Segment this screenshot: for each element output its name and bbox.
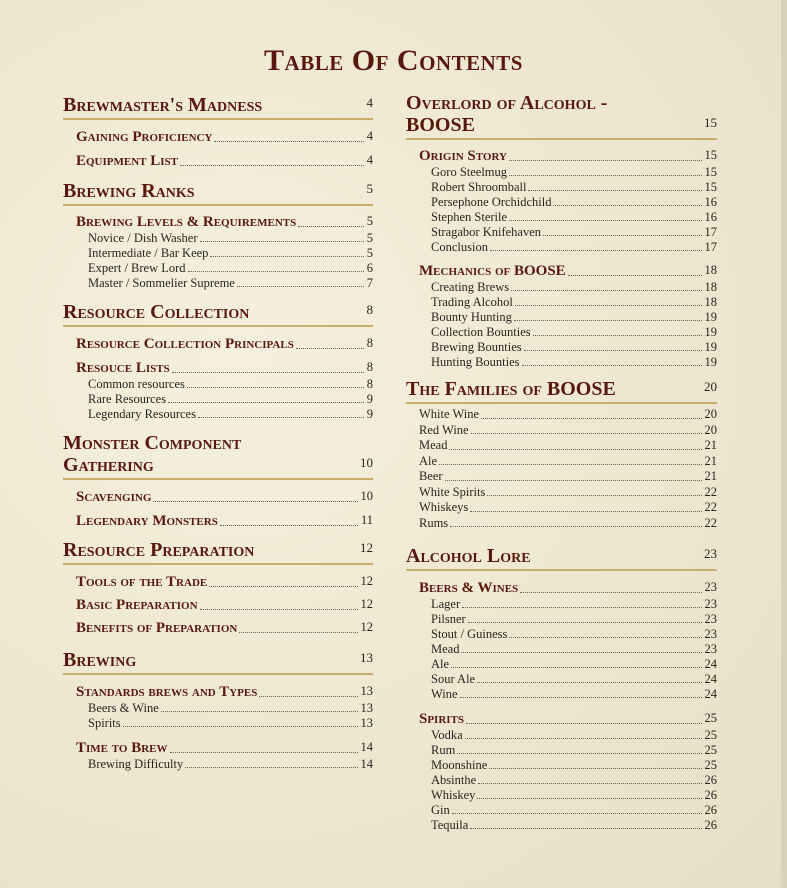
entry-title: Sour Ale	[431, 672, 476, 686]
entry-title: Brewing Levels & Requirements	[76, 214, 297, 230]
dot-leader	[460, 697, 702, 698]
dot-leader	[237, 286, 364, 287]
entry-title: Brewmaster's Madness	[63, 94, 263, 116]
entry-title: Wine	[431, 687, 458, 701]
toc-entry-hunting-bounties[interactable]	[431, 355, 717, 370]
dot-leader	[220, 525, 358, 526]
entry-title: Benefits of Preparation	[76, 620, 238, 636]
entry-title: Pilsner	[431, 612, 466, 626]
dot-leader	[478, 783, 701, 784]
page-number: 20	[704, 407, 717, 421]
toc-entry-legendary-resources[interactable]	[88, 407, 373, 422]
dot-leader	[452, 813, 702, 814]
dot-leader	[489, 768, 701, 769]
entry-title: Brewing Difficulty	[88, 757, 184, 771]
dot-leader	[528, 190, 701, 191]
entry-title: Monster Component Gathering	[63, 432, 242, 476]
toc-entry-pilsner[interactable]	[431, 612, 717, 627]
dot-leader	[511, 290, 701, 291]
toc-entry-monster-component-gathering[interactable]	[63, 432, 373, 480]
toc-entry-moonshine[interactable]	[431, 758, 717, 773]
toc-entry-equipment-list[interactable]	[76, 151, 373, 170]
toc-entry-basic-preparation[interactable]	[76, 595, 373, 614]
dot-leader	[259, 696, 357, 697]
toc-entry-stephen-sterile[interactable]	[431, 210, 717, 225]
page-number: 26	[704, 773, 717, 787]
toc-entry-beers-wines[interactable]	[419, 578, 717, 597]
toc-entry-resource-preparation[interactable]	[63, 537, 373, 565]
toc-entry-ale[interactable]	[431, 657, 717, 672]
toc-entry-whiskeys[interactable]	[419, 500, 717, 516]
entry-title: Intermediate / Bar Keep	[88, 246, 209, 260]
dot-leader	[543, 235, 701, 236]
toc-entry-vodka[interactable]	[431, 728, 717, 743]
dot-leader	[490, 250, 702, 251]
page-edge	[781, 0, 787, 888]
toc-entry-origin-story[interactable]	[419, 146, 717, 165]
dot-leader	[568, 275, 702, 276]
toc-entry-goro-steelmug[interactable]	[431, 165, 717, 180]
toc-entry-expert-brew-lord[interactable]	[88, 261, 373, 276]
toc-entry-mead[interactable]	[419, 438, 717, 454]
dot-leader	[533, 335, 702, 336]
dot-leader	[471, 433, 702, 434]
entry-title: Beers & Wine	[88, 701, 159, 715]
entry-title: Novice / Dish Washer	[88, 231, 198, 245]
page-number: 17	[704, 240, 717, 254]
entry-title: Ale	[431, 657, 450, 671]
dot-leader	[153, 501, 357, 502]
entry-title: Rum	[431, 743, 456, 757]
entry-title: Resource Collection	[63, 301, 250, 323]
dot-leader	[487, 495, 701, 496]
dot-leader	[445, 480, 702, 481]
toc-entry-brewing-ranks[interactable]	[63, 178, 373, 206]
dot-leader	[468, 622, 702, 623]
toc-entry-whiskey[interactable]	[431, 788, 717, 803]
toc-entry-time-to-brew[interactable]	[76, 738, 373, 757]
entry-title: Ale	[419, 453, 438, 468]
page-number: 22	[704, 484, 717, 499]
page-number: 20	[704, 379, 717, 394]
toc-entry-sour-ale[interactable]	[431, 672, 717, 687]
entry-title: Collection Bounties	[431, 325, 531, 339]
dot-leader	[188, 271, 364, 272]
page-number: 21	[704, 469, 717, 483]
toc-entry-tequila[interactable]	[431, 818, 717, 833]
entry-title: Stephen Sterile	[431, 210, 508, 224]
entry-title: Conclusion	[431, 240, 488, 254]
dot-leader	[509, 160, 702, 161]
page-number: 12	[360, 540, 373, 555]
page-number: 25	[704, 758, 717, 772]
entry-title: Rums	[419, 515, 449, 530]
page-number: 16	[704, 195, 717, 209]
page-number: 22	[704, 500, 717, 514]
entry-title: Overlord of Alcohol - BOOSE	[406, 92, 608, 136]
page-number: 5	[366, 181, 373, 196]
page-number: 9	[366, 392, 373, 406]
page-number: 6	[366, 261, 373, 275]
toc-entry-beers-wine[interactable]	[88, 701, 373, 716]
toc-entry-gin[interactable]	[431, 803, 717, 818]
dot-leader	[466, 723, 701, 724]
page-number: 4	[366, 95, 373, 110]
entry-title: Spirits	[88, 716, 121, 730]
dot-leader	[296, 348, 364, 349]
entry-title: Resource Preparation	[63, 539, 255, 561]
dot-leader	[477, 798, 701, 799]
page-number: 23	[704, 642, 717, 656]
dot-leader	[170, 752, 358, 753]
page-number: 23	[704, 546, 717, 561]
toc-entry-wine[interactable]	[431, 687, 717, 702]
toc-entry-ale[interactable]	[419, 454, 717, 470]
toc-entry-spirits[interactable]	[419, 709, 717, 728]
entry-title: Whiskeys	[419, 500, 469, 514]
toc-entry-bounty-hunting[interactable]	[431, 310, 717, 325]
toc-entry-brewing[interactable]	[63, 647, 373, 675]
dot-leader	[214, 141, 363, 142]
page-number: 8	[366, 360, 373, 374]
entry-title: Standards brews and Types	[76, 684, 258, 700]
dot-leader	[524, 350, 702, 351]
toc-entry-beer[interactable]	[419, 469, 717, 485]
toc-entry-mead[interactable]	[431, 642, 717, 657]
entry-title: Resource Collection Principals	[76, 336, 294, 352]
dot-leader	[481, 418, 701, 419]
dot-leader	[168, 402, 364, 403]
toc-entry-brewing-bounties[interactable]	[431, 340, 717, 355]
toc-entry-conclusion[interactable]	[431, 240, 717, 255]
entry-title: Moonshine	[431, 758, 488, 772]
toc-entry-rums[interactable]	[419, 516, 717, 532]
page-number: 23	[704, 612, 717, 626]
toc-entry-scavenging[interactable]	[76, 487, 373, 506]
page-number: 15	[704, 180, 717, 194]
page-number: 7	[366, 276, 373, 290]
entry-title: Stout / Guiness	[431, 627, 508, 641]
entry-title: Creating Brews	[431, 280, 510, 294]
dot-leader	[439, 464, 701, 465]
toc-entry-rare-resources[interactable]	[88, 392, 373, 407]
dot-leader	[200, 241, 364, 242]
dot-leader	[509, 175, 701, 176]
page-number: 13	[360, 716, 373, 730]
entry-title: Basic Preparation	[76, 597, 198, 613]
entry-title: Common resources	[88, 377, 185, 391]
toc-entry-legendary-monsters[interactable]	[76, 511, 373, 530]
entry-title: Equipment List	[76, 153, 178, 169]
entry-title: Beer	[419, 469, 443, 483]
page-number: 26	[704, 788, 717, 802]
dot-leader	[465, 738, 702, 739]
dot-leader	[457, 753, 701, 754]
page-number: 13	[360, 650, 373, 665]
dot-leader	[470, 511, 701, 512]
toc-entry-resource-collection-principals[interactable]	[76, 334, 373, 353]
entry-title: Whiskey	[431, 788, 476, 802]
entry-title: Scavenging	[76, 489, 152, 505]
page-number: 12	[360, 597, 373, 611]
page-number: 23	[704, 580, 717, 594]
entry-title: Red Wine	[419, 422, 469, 437]
page-number: 17	[704, 225, 717, 239]
entry-title: Robert Shroomball	[431, 180, 527, 194]
toc-entry-stout-guiness[interactable]	[431, 627, 717, 642]
toc-entry-stragabor-knifehaven[interactable]	[431, 225, 717, 240]
entry-title: Alcohol Lore	[406, 545, 531, 567]
page-number: 24	[704, 687, 717, 701]
page-number: 20	[704, 422, 717, 437]
page-number: 18	[704, 263, 717, 277]
dot-leader	[509, 637, 701, 638]
page-number: 15	[704, 165, 717, 179]
page-number: 24	[704, 657, 717, 671]
entry-title: Brewing	[63, 649, 137, 671]
entry-title: White Spirits	[419, 484, 486, 499]
toc-entry-brewing-difficulty[interactable]	[88, 757, 373, 772]
page-number: 12	[360, 620, 373, 634]
entry-title: Tequila	[431, 818, 469, 832]
page-number: 25	[704, 743, 717, 757]
entry-title: Persephone Orchidchild	[431, 195, 552, 209]
dot-leader	[515, 305, 702, 306]
entry-title: Time to Brew	[76, 740, 168, 756]
page-number: 24	[704, 672, 717, 686]
dot-leader	[522, 365, 702, 366]
page-number: 18	[704, 295, 717, 309]
toc-entry-resource-collection[interactable]	[63, 299, 373, 327]
toc-entry-lager[interactable]	[431, 597, 717, 612]
toc-entry-benefits-of-preparation[interactable]	[76, 618, 373, 637]
entry-title: Legendary Resources	[88, 407, 196, 421]
dot-leader	[210, 256, 363, 257]
toc-entry-standards-brews-and-types[interactable]	[76, 682, 373, 701]
entry-title: Mechanics of BOOSE	[419, 263, 566, 279]
toc-entry-resouce-lists[interactable]	[76, 358, 373, 377]
page-title: Table Of Contents	[264, 44, 523, 77]
toc-entry-gaining-proficiency[interactable]	[76, 127, 373, 146]
entry-title: Lager	[431, 597, 461, 611]
entry-title: Rare Resources	[88, 392, 167, 406]
page-number: 9	[366, 407, 373, 421]
entry-title: Mead	[431, 642, 460, 656]
entry-title: Origin Story	[419, 148, 507, 164]
dot-leader	[180, 165, 364, 166]
page-number: 21	[704, 453, 717, 468]
toc-entry-white-spirits[interactable]	[419, 485, 717, 501]
entry-title: Spirits	[419, 711, 465, 727]
dot-leader	[198, 417, 364, 418]
toc-entry-creating-brews[interactable]	[431, 280, 717, 295]
toc-entry-common-resources[interactable]	[88, 377, 373, 392]
page-number: 11	[360, 513, 373, 527]
page-number: 25	[704, 728, 717, 742]
toc-entry-tools-of-the-trade[interactable]	[76, 572, 373, 591]
page-number: 19	[704, 325, 717, 339]
dot-leader	[461, 652, 701, 653]
toc-entry-the-families-of-boose[interactable]	[406, 376, 717, 404]
entry-title: Expert / Brew Lord	[88, 261, 186, 275]
dot-leader	[470, 828, 701, 829]
page-number: 15	[704, 148, 717, 162]
entry-title: Beers & Wines	[419, 580, 519, 596]
page-number: 13	[360, 684, 373, 698]
toc-entry-intermediate-bar-keep[interactable]	[88, 246, 373, 261]
dot-leader	[462, 607, 701, 608]
page-number: 14	[360, 757, 373, 771]
toc-entry-spirits[interactable]	[88, 716, 373, 731]
toc-entry-novice-dish-washer[interactable]	[88, 231, 373, 246]
entry-title: Master / Sommelier Supreme	[88, 276, 235, 290]
page-number: 19	[704, 340, 717, 354]
page-number: 23	[704, 597, 717, 611]
entry-title: Gin	[431, 803, 450, 817]
entry-title: Absinthe	[431, 773, 477, 787]
page-number: 21	[704, 438, 717, 452]
page-number: 5	[366, 231, 373, 245]
toc-entry-rum[interactable]	[431, 743, 717, 758]
entry-title: Resouce Lists	[76, 360, 170, 376]
dot-leader	[187, 387, 364, 388]
page-number: 5	[366, 246, 373, 260]
page-number: 10	[360, 455, 373, 470]
dot-leader	[298, 226, 364, 227]
page-number: 4	[366, 129, 373, 143]
page-number: 15	[704, 115, 717, 130]
toc-left-column	[63, 92, 373, 772]
page-number: 22	[704, 515, 717, 530]
entry-title: Brewing Ranks	[63, 180, 195, 202]
entry-title: Mead	[419, 438, 448, 452]
toc-entry-collection-bounties[interactable]	[431, 325, 717, 340]
toc-entry-overlord-of-alcohol-boose[interactable]	[406, 92, 717, 140]
toc-entry-persephone-orchidchild[interactable]	[431, 195, 717, 210]
dot-leader	[123, 726, 358, 727]
entry-title: Tools of the Trade	[76, 574, 208, 590]
entry-title: Gaining Proficiency	[76, 129, 213, 145]
dot-leader	[209, 586, 357, 587]
dot-leader	[450, 526, 701, 527]
page-number: 26	[704, 803, 717, 817]
page-number: 19	[704, 310, 717, 324]
toc-entry-absinthe[interactable]	[431, 773, 717, 788]
dot-leader	[520, 592, 701, 593]
page-number: 5	[366, 214, 373, 228]
toc-entry-alcohol-lore[interactable]	[406, 543, 717, 571]
entry-title: Brewing Bounties	[431, 340, 522, 354]
entry-title: Bounty Hunting	[431, 310, 512, 324]
entry-title: Stragabor Knifehaven	[431, 225, 542, 239]
page-number: 10	[360, 489, 373, 503]
dot-leader	[200, 609, 358, 610]
toc-entry-brewing-levels-requirements[interactable]	[76, 212, 373, 231]
entry-title: White Wine	[419, 407, 480, 421]
dot-leader	[239, 632, 357, 633]
page-number: 26	[704, 818, 717, 832]
toc-entry-robert-shroomball[interactable]	[431, 180, 717, 195]
page-number: 12	[360, 574, 373, 588]
dot-leader	[509, 220, 701, 221]
entry-title: Trading Alcohol	[431, 295, 513, 309]
entry-title: Vodka	[431, 728, 463, 742]
page-number: 4	[366, 153, 373, 167]
toc-entry-brewmaster-s-madness[interactable]	[63, 92, 373, 120]
page-number: 13	[360, 701, 373, 715]
dot-leader	[185, 767, 357, 768]
page-number: 19	[704, 355, 717, 369]
page-number: 8	[366, 377, 373, 391]
page-number: 25	[704, 711, 717, 725]
dot-leader	[553, 205, 701, 206]
page-number: 23	[704, 627, 717, 641]
toc-entry-red-wine[interactable]	[419, 423, 717, 439]
toc-entry-trading-alcohol[interactable]	[431, 295, 717, 310]
toc-entry-master-sommelier-supreme[interactable]	[88, 276, 373, 291]
entry-title: Legendary Monsters	[76, 513, 218, 529]
dot-leader	[161, 711, 358, 712]
page-number: 8	[366, 336, 373, 350]
toc-entry-white-wine[interactable]	[419, 407, 717, 423]
dot-leader	[449, 449, 701, 450]
toc-right-column	[406, 92, 717, 833]
dot-leader	[477, 682, 701, 683]
entry-title: Hunting Bounties	[431, 355, 520, 369]
entry-title: The Families of BOOSE	[406, 378, 616, 400]
dot-leader	[514, 320, 702, 321]
dot-leader	[451, 667, 701, 668]
dot-leader	[172, 372, 364, 373]
toc-entry-mechanics-of-boose[interactable]	[419, 261, 717, 280]
entry-title: Goro Steelmug	[431, 165, 508, 179]
page-number: 16	[704, 210, 717, 224]
page-number: 18	[704, 280, 717, 294]
page-number: 14	[360, 740, 373, 754]
page-number: 8	[366, 302, 373, 317]
